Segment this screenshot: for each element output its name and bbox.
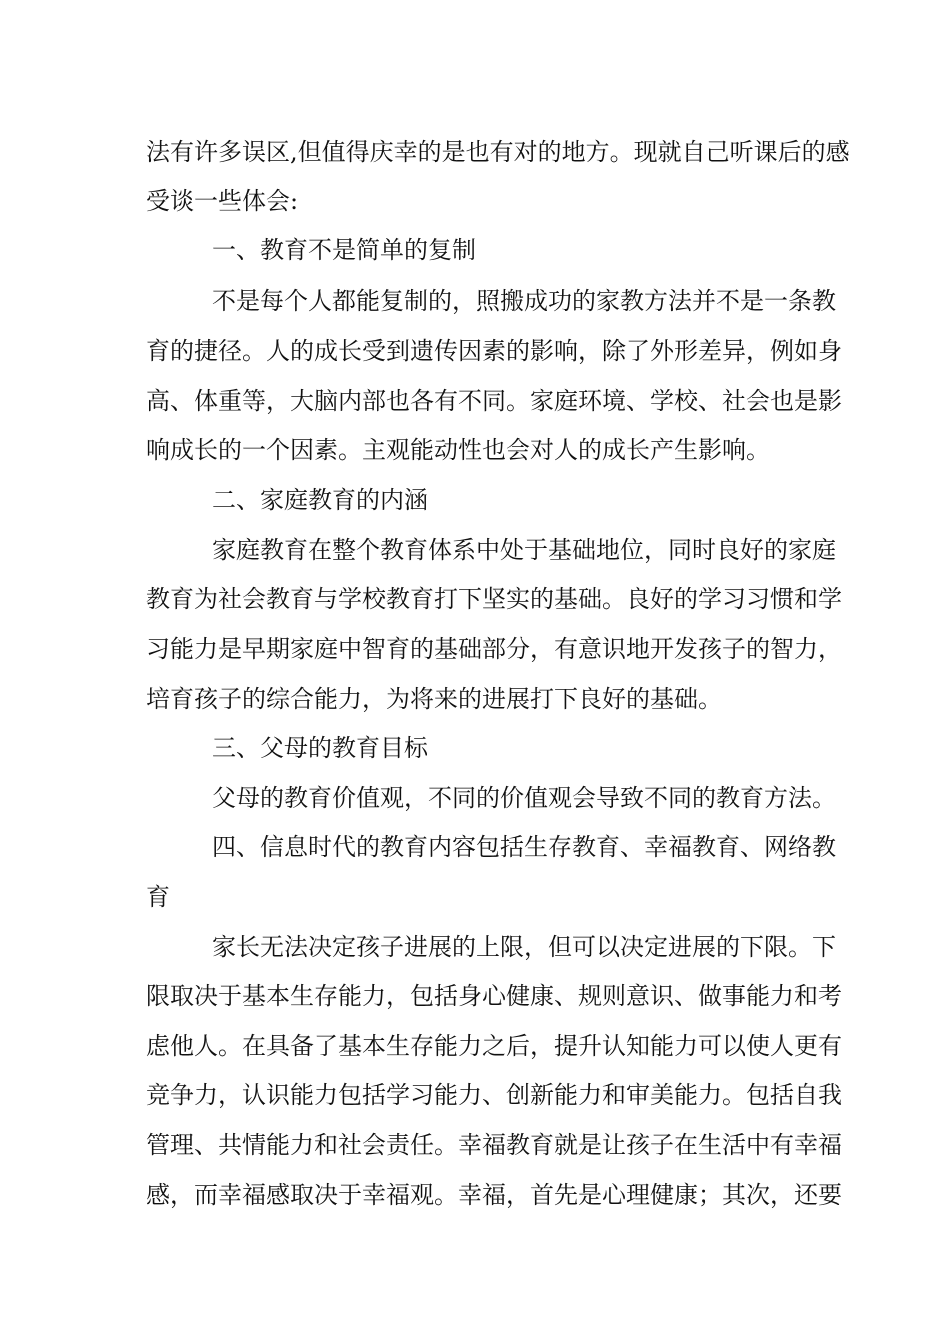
text-line: 受谈一些体会: (146, 187, 299, 215)
text-line: 感，而幸福感取决于幸福观。幸福，首先是心理健康；其次，还要 (146, 1181, 842, 1209)
text-line: 高、体重等，大脑内部也各有不同。家庭环境、学校、社会也是影 (146, 387, 842, 415)
paragraph-first-line: 父母的教育价值观，不同的价值观会导致不同的教育方法。 (212, 784, 836, 812)
text-line: 虑他人。在具备了基本生存能力之后，提升认知能力可以使人更有 (146, 1032, 842, 1060)
section-heading: 二、家庭教育的内涵 (212, 486, 428, 514)
paragraph-first-line: 家长无法决定孩子进展的上限，但可以决定进展的下限。下 (212, 933, 836, 961)
text-line: 管理、共情能力和社会责任。幸福教育就是让孩子在生活中有幸福 (146, 1131, 842, 1159)
text-line: 育 (146, 883, 170, 911)
paragraph-first-line: 不是每个人都能复制的，照搬成功的家教方法并不是一条教 (212, 287, 836, 315)
section-heading: 三、父母的教育目标 (212, 734, 428, 762)
text-line: 教育为社会教育与学校教育打下坚实的基础。良好的学习习惯和学 (146, 585, 842, 613)
text-line: 响成长的一个因素。主观能动性也会对人的成长产生影响。 (146, 436, 770, 464)
section-heading: 一、教育不是简单的复制 (212, 236, 476, 264)
text-line: 培育孩子的综合能力，为将来的进展打下良好的基础。 (146, 685, 722, 713)
text-line: 法有许多误区,但值得庆幸的是也有对的地方。现就自己听课后的感 (146, 138, 850, 166)
section-heading: 四、信息时代的教育内容包括生存教育、幸福教育、网络教 (212, 833, 836, 861)
text-line: 竞争力，认识能力包括学习能力、创新能力和审美能力。包括自我 (146, 1081, 842, 1109)
text-line: 习能力是早期家庭中智育的基础部分，有意识地开发孩子的智力， (146, 635, 842, 663)
text-line: 育的捷径。人的成长受到遗传因素的影响，除了外形差异，例如身 (146, 337, 842, 365)
paragraph-first-line: 家庭教育在整个教育体系中处于基础地位，同时良好的家庭 (212, 536, 836, 564)
text-line: 限取决于基本生存能力，包括身心健康、规则意识、做事能力和考 (146, 982, 842, 1010)
